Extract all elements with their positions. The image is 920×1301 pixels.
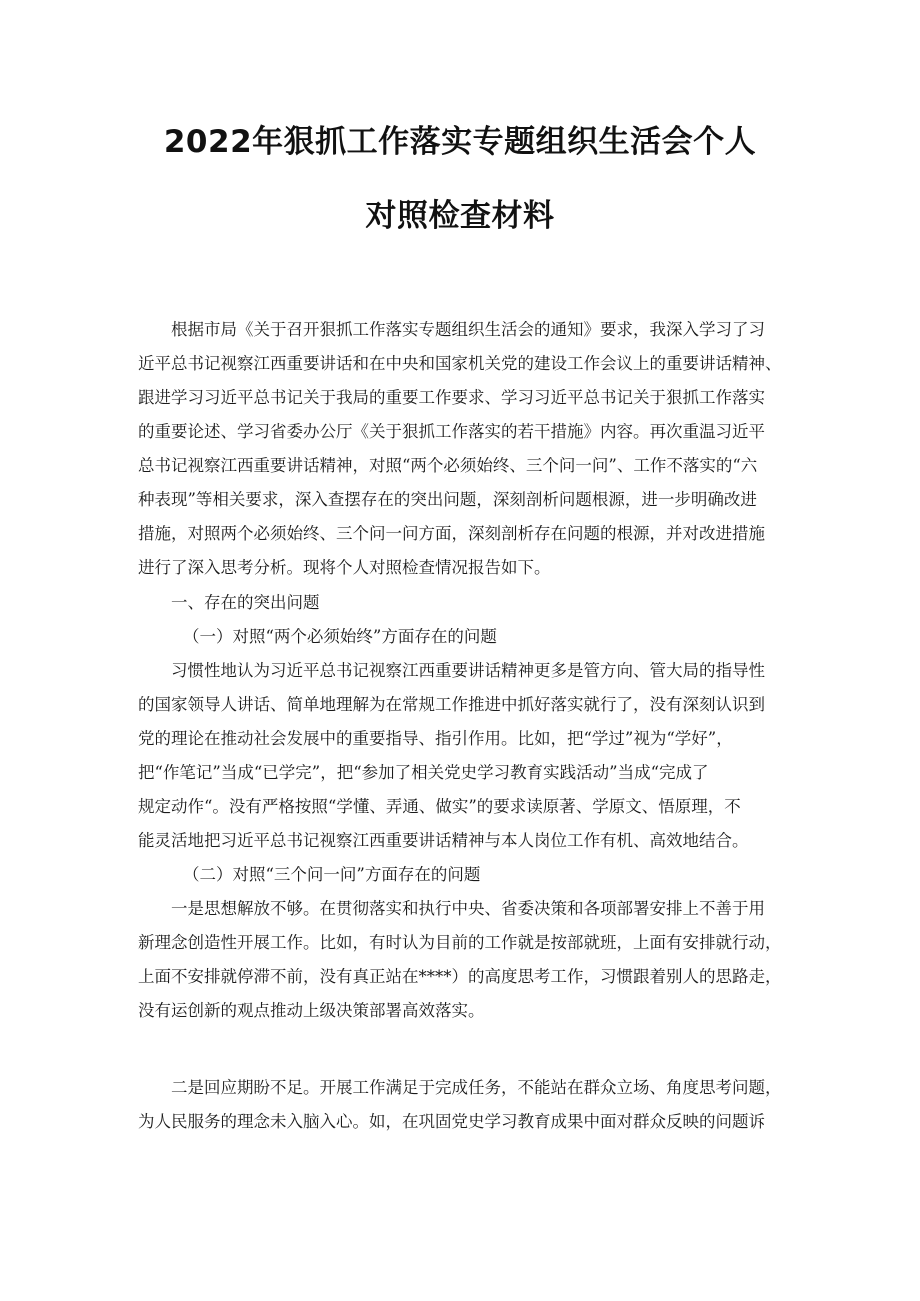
- paragraph-line: 进行了深入思考分析。现将个人对照检查情况报告如下。: [138, 558, 551, 577]
- paragraph-line: 措施，对照两个必须始终、三个问一问方面，深刻剖析存在问题的根源，并对改进措施: [138, 524, 765, 543]
- paragraph-line: 习惯性地认为习近平总书记视察江西重要讲话精神更多是管方向、管大局的指导性: [171, 661, 765, 680]
- paragraph-line: 没有运创新的观点推动上级决策部署高效落实。: [138, 1001, 485, 1020]
- paragraph-line: 根据市局《关于召开狠抓工作落实专题组织生活会的通知》要求，我深入学习了习: [171, 320, 765, 339]
- paragraph-line: 一是思想解放不够。在贯彻落实和执行中央、省委决策和各项部署安排上不善于用: [171, 899, 765, 918]
- subsection-heading: （二）对照“三个问一问”方面存在的问题: [183, 865, 481, 884]
- paragraph-line: 规定动作“。没有严格按照“学懂、弄通、做实”的要求读原著、学原文、悟原理，不: [138, 797, 741, 816]
- paragraph-line: 二是回应期盼不足。开展工作满足于完成任务，不能站在群众立场、角度思考问题，: [171, 1078, 782, 1097]
- paragraph-line: 跟进学习习近平总书记关于我局的重要工作要求、学习习近平总书记关于狠抓工作落实: [138, 388, 765, 407]
- paragraph-line: 总书记视察江西重要讲话精神，对照“两个必须始终、三个问一问”、工作不落实的“六: [138, 456, 758, 475]
- paragraph-line: 近平总书记视察江西重要讲话和在中央和国家机关党的建设工作会议上的重要讲话精神、: [138, 354, 782, 373]
- paragraph-line: 把“作笔记”当成“已学完”，把“参加了相关党史学习教育实践活动”当成“完成了: [138, 763, 709, 782]
- paragraph-line: 新理念创造性开展工作。比如，有时认为目前的工作就是按部就班，上面有安排就行动，: [138, 933, 782, 952]
- paragraph-line: 的国家领导人讲话、简单地理解为在常规工作推进中抓好落实就行了，没有深刻认识到: [138, 695, 765, 714]
- paragraph-line: 党的理论在推动社会发展中的重要指导、指引作用。比如，把“学过”视为“学好”，: [138, 729, 733, 748]
- paragraph-line: 上面不安排就停滞不前，没有真正站在****）的高度思考工作，习惯跟着别人的思路走，: [138, 967, 782, 986]
- paragraph-line: 为人民服务的理念未入脑入心。如，在巩固党史学习教育成果中面对群众反映的问题诉: [138, 1112, 765, 1131]
- paragraph-line: 能灵活地把习近平总书记视察江西重要讲话精神与本人岗位工作有机、高效地结合。: [138, 831, 749, 850]
- section-heading: 一、存在的突出问题: [171, 593, 320, 612]
- document-title-line-1: 2022年狠抓工作落实专题组织生活会个人: [163, 124, 757, 160]
- subsection-heading: （一）对照“两个必须始终”方面存在的问题: [183, 627, 497, 646]
- document-title-line-2: 对照检查材料: [365, 198, 555, 234]
- paragraph-line: 种表现”等相关要求，深入查摆存在的突出问题，深刻剖析问题根源，进一步明确改进: [138, 490, 757, 509]
- paragraph-line: 的重要论述、学习省委办公厅《关于狠抓工作落实的若干措施》内容。再次重温习近平: [138, 422, 765, 441]
